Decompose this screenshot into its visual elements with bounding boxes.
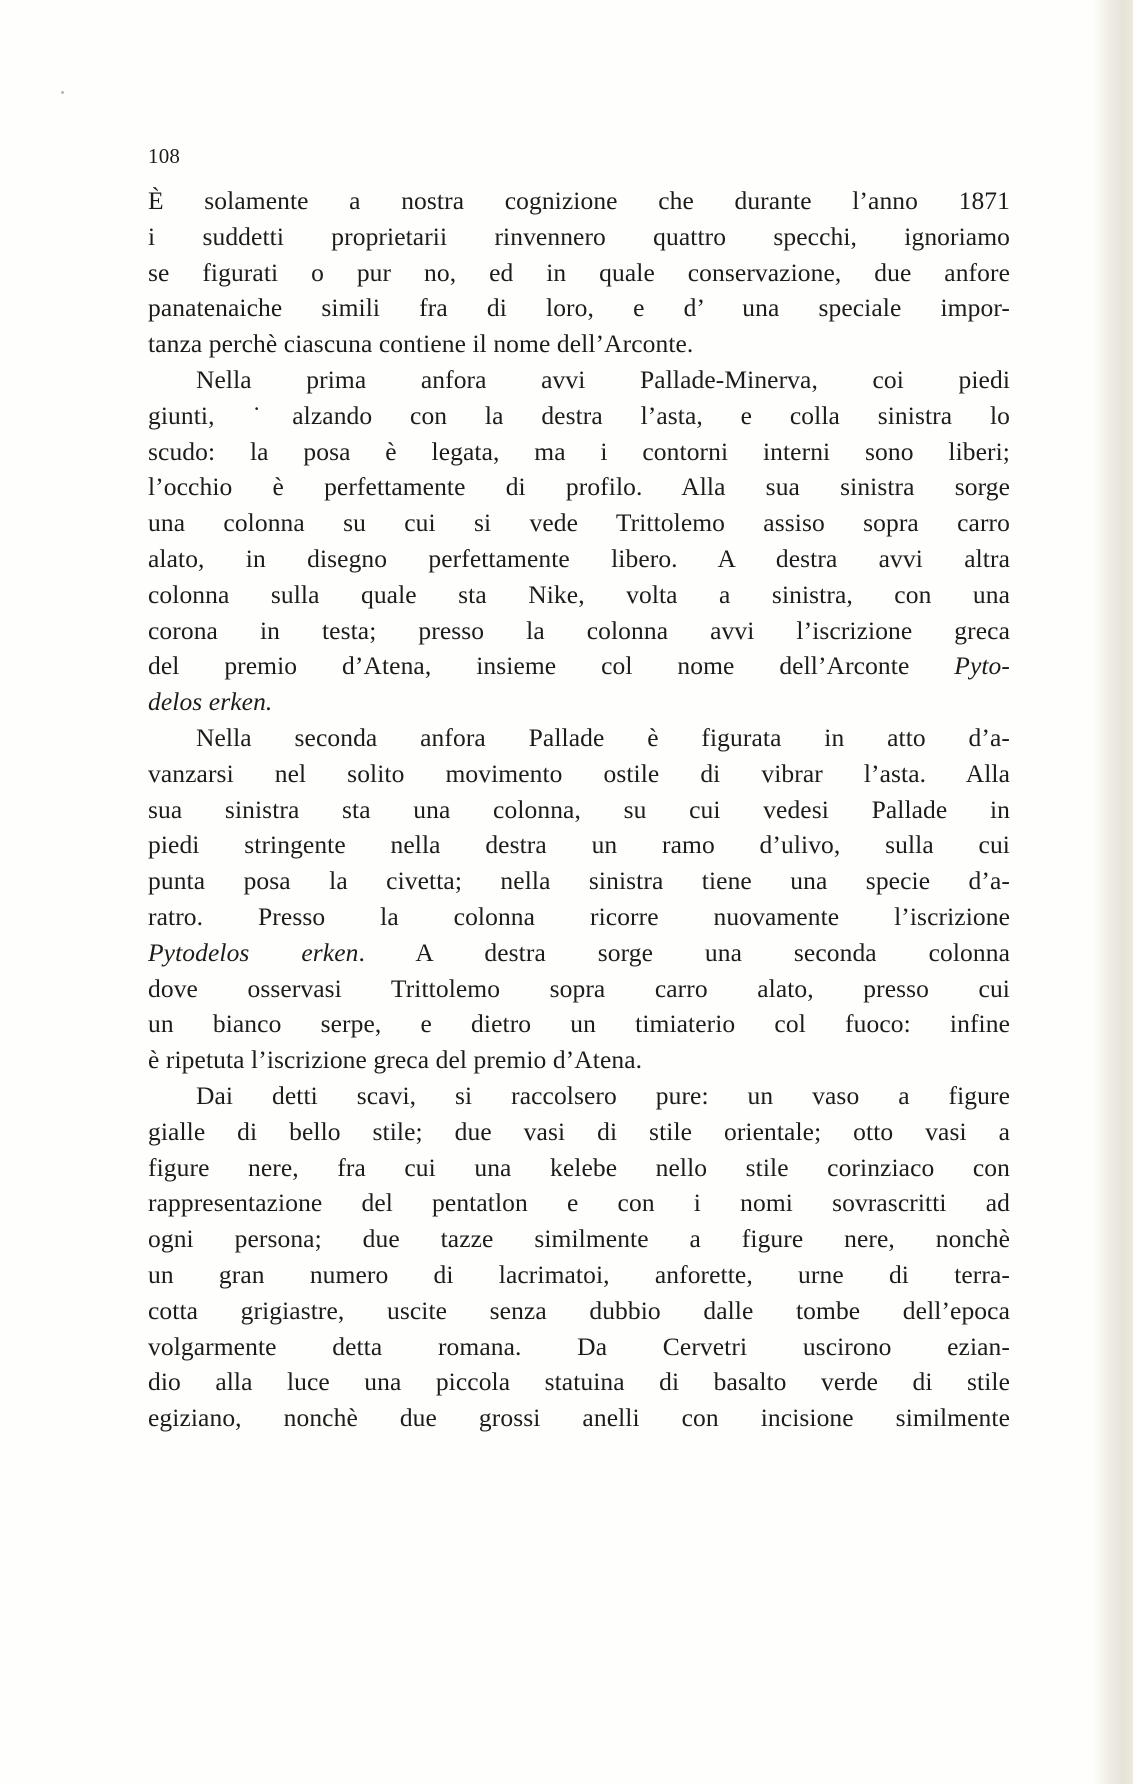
text-line <box>148 326 1010 362</box>
text-line <box>148 1257 1010 1293</box>
text-segment: Nella seconda anfora Pallade è figurata in atto d’a- <box>196 722 1010 752</box>
text-segment: sua sinistra sta una colonna, su cui vedesi Pallade in <box>148 794 1010 824</box>
text-line <box>148 577 1010 613</box>
text-segment: del premio d’Atena, insieme col nome dell’Arconte <box>148 651 955 681</box>
text-segment: ogni persona; due tazze similmente a figure nere, nonchè <box>148 1224 1010 1254</box>
text-segment: l’occhio è perfettamente di profilo. Alla sua sinistra sorge <box>148 472 1010 502</box>
text-segment: punta posa la civetta; nella sinistra tiene una specie d’a- <box>148 866 1010 896</box>
text-line <box>148 648 1010 684</box>
text-segment: giunti, ˙alzando con la destra l’asta, e colla sinistra lo <box>148 400 1010 430</box>
text-segment: egiziano, nonchè due grossi anelli con incisione similmente <box>148 1403 1010 1433</box>
text-segment: una colonna su cui si vede Trittolemo assiso sopra carro <box>148 508 1010 538</box>
text-segment: alato, in disegno perfettamente libero. A destra avvi altra <box>148 543 1010 573</box>
text-segment: figure nere, fra cui una kelebe nello stile corinziaco con <box>148 1152 1010 1182</box>
dust-speck <box>61 91 64 94</box>
text-segment: scudo: la posa è legata, ma i contorni interni sono liberi; <box>148 436 1010 466</box>
text-segment: un bianco serpe, e dietro un timiaterio col fuoco: infine <box>148 1009 1010 1039</box>
text-segment: ratro. Presso la colonna ricorre nuovamente l’iscrizione <box>148 901 1010 931</box>
text-segment: gialle di bello stile; due vasi di stile orientale; otto vasi a <box>148 1116 1010 1146</box>
text-segment: è ripetuta l’iscrizione greca del premio d’Atena. <box>148 1045 643 1075</box>
text-segment: dove osservasi Trittolemo sopra carro alato, presso cui <box>148 973 1010 1003</box>
text-segment: i suddetti proprietarii rinvennero quattro specchi, ignoriamo <box>148 221 1010 251</box>
text-line <box>148 1329 1010 1365</box>
text-line <box>148 362 1010 398</box>
text-line <box>148 1400 1010 1436</box>
text-line <box>148 971 1010 1007</box>
page-edge-shadow <box>1093 0 1133 1784</box>
text-segment: Nella prima anfora avvi Pallade-Minerva, coi piedi <box>196 364 1010 394</box>
text-segment: rappresentazione del pentatlon e con i nomi sovrascritti ad <box>148 1188 1010 1218</box>
text-segment: cotta grigiastre, uscite senza dubbio dalle tombe dell’epoca <box>148 1295 1010 1325</box>
text-line <box>148 1114 1010 1150</box>
text-segment: tanza perchè ciascuna contiene il nome dell’Arconte. <box>148 329 694 359</box>
text-line <box>148 756 1010 792</box>
text-line <box>148 1221 1010 1257</box>
text-segment: colonna sulla quale sta Nike, volta a sinistra, con una <box>148 579 1010 609</box>
italic-text: Pyto- <box>954 651 1010 681</box>
italic-text: Pytodelos erken <box>148 937 359 967</box>
text-line <box>148 219 1010 255</box>
text-line <box>148 684 1010 720</box>
text-segment: volgarmente detta romana. Da Cervetri uscirono ezian- <box>148 1331 1010 1361</box>
text-line <box>148 398 1010 434</box>
text-segment: piedi stringente nella destra un ramo d’ulivo, sulla cui <box>148 830 1010 860</box>
text-segment: se figurati o pur no, ed in quale conservazione, due anfore <box>148 257 1010 287</box>
text-line <box>148 1078 1010 1114</box>
text-line <box>148 1185 1010 1221</box>
text-line <box>148 1006 1010 1042</box>
text-line <box>148 720 1010 756</box>
text-line <box>148 863 1010 899</box>
text-segment: panatenaiche simili fra di loro, e d’ una speciale impor- <box>148 293 1010 323</box>
text-line <box>148 469 1010 505</box>
text-line <box>148 1364 1010 1400</box>
text-segment: vanzarsi nel solito movimento ostile di vibrar l’asta. Alla <box>148 758 1010 788</box>
text-line <box>148 541 1010 577</box>
text-line <box>148 792 1010 828</box>
text-segment: Dai detti scavi, si raccolsero pure: un vaso a figure <box>196 1080 1010 1110</box>
text-line <box>148 290 1010 326</box>
text-segment: È solamente a nostra cognizione che durante l’anno 1871 <box>148 186 1010 215</box>
text-line <box>148 1293 1010 1329</box>
text-line <box>148 613 1010 649</box>
text-segment: dio alla luce una piccola statuina di basalto verde di stile <box>148 1367 1010 1397</box>
text-line <box>148 1150 1010 1186</box>
text-line <box>148 505 1010 541</box>
italic-text: delos erken. <box>148 687 273 717</box>
text-line <box>148 434 1010 470</box>
text-line <box>148 899 1010 935</box>
text-line <box>148 827 1010 863</box>
text-segment: corona in testa; presso la colonna avvi l’iscrizione greca <box>148 615 1010 645</box>
text-line <box>148 1042 1010 1078</box>
text-line <box>148 183 1010 219</box>
text-segment: un gran numero di lacrimatoi, anforette, urne di terra- <box>148 1259 1010 1289</box>
text-line <box>148 935 1010 971</box>
text-line <box>148 255 1010 291</box>
body-text <box>148 183 1010 1436</box>
page-number: 108 <box>148 144 181 168</box>
text-segment: . A destra sorge una seconda colonna <box>358 937 1010 967</box>
